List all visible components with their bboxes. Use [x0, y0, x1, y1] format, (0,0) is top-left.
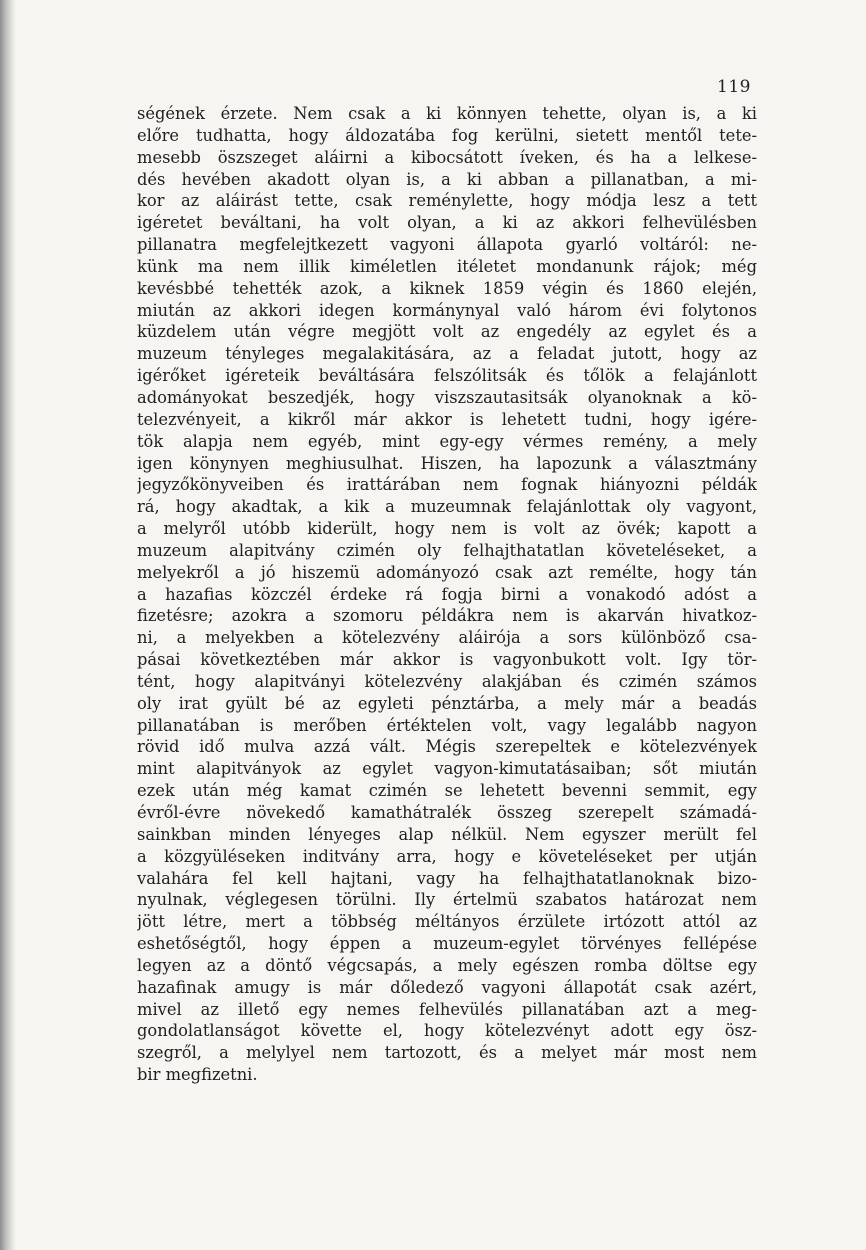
- text-line: melyekről a jó hiszemü adományozó csak azt remélte, hogy tán: [137, 562, 757, 582]
- text-line: szegről, a melylyel nem tartozott, és a melyet már most nem: [137, 1043, 757, 1063]
- text-line: igérőket igéreteik beváltására felszólitsák és tőlök a felajánlott: [137, 366, 757, 386]
- text-line: valahára fel kell hajtani, vagy ha felhajthatatlanoknak bizo-: [137, 868, 757, 888]
- text-line: hazafinak amugy is már dőledező vagyoni állapotát csak azért,: [137, 977, 757, 997]
- text-line: telezvényeit, a kikről már akkor is lehetett tudni, hogy igére-: [137, 409, 757, 429]
- text-line: pillanatra megfelejtkezett vagyoni állapota gyarló voltáról: ne-: [137, 235, 757, 255]
- text-line: eshetőségtől, hogy éppen a muzeum-egylet törvényes fellépése: [137, 934, 757, 954]
- text-line: évről-évre növekedő kamathátralék összeg szerepelt számadá-: [137, 803, 757, 822]
- page-number: 119: [717, 77, 751, 97]
- text-line: pillanatában is merőben értéktelen volt, vagy legalább nagyon: [137, 715, 757, 735]
- text-line: rövid idő mulva azzá vált. Mégis szerepeltek e kötelezvények: [137, 737, 757, 757]
- text-line: tök alapja nem egyéb, mint egy-egy vérmes remény, a mely: [137, 431, 757, 451]
- text-line: adományokat beszedjék, hogy viszszautasitsák olyanoknak a kö-: [137, 387, 757, 407]
- text-line: künk ma nem illik kiméletlen itéletet mondanunk rájok; még: [137, 256, 757, 276]
- text-line: muzeum alapitvány czimén oly felhajthatatlan követeléseket, a: [137, 540, 757, 560]
- text-line: jött létre, mert a többség méltányos érzülete irtózott attól az: [137, 912, 757, 932]
- body-text: [137, 103, 757, 1086]
- text-line: kevésbbé tehették azok, a kiknek 1859 végin és 1860 elején,: [137, 278, 757, 298]
- text-line: a melyről utóbb kiderült, hogy nem is volt az övék; kapott a: [137, 519, 757, 539]
- text-line: rá, hogy akadtak, a kik a muzeumnak felajánlottak oly vagyont,: [137, 497, 757, 517]
- text-line: a hazafias közczél érdeke rá fogja birni a vonakodó adóst a: [137, 584, 757, 604]
- text-line: kor az aláirást tette, csak reménylette, hogy módja lesz a tett: [137, 191, 757, 211]
- text-line: mint alapitványok az egylet vagyon-kimutatásaiban; sőt miután: [137, 759, 757, 779]
- text-line: miután az akkori idegen kormánynyal való három évi folytonos: [137, 300, 757, 320]
- text-line: ezek után még kamat czimén se lehetett bevenni semmit, egy: [137, 781, 757, 801]
- text-line: nyulnak, véglegesen törülni. Ily értelmü szabatos határozat nem: [137, 890, 757, 910]
- text-line: sainkban minden lényeges alap nélkül. Nem egyszer merült fel: [137, 824, 757, 844]
- text-line: küzdelem után végre megjött volt az engedély az egylet és a: [137, 322, 757, 342]
- text-line: fizetésre; azokra a szomoru példákra nem is akarván hivatkoz-: [137, 606, 757, 626]
- text-line: muzeum tényleges megalakitására, az a feladat jutott, hogy az: [137, 344, 757, 364]
- text-line: előre tudhatta, hogy áldozatába fog kerülni, sietett mentől tete-: [137, 125, 757, 145]
- text-line: mesebb öszszeget aláirni a kibocsátott íveken, és ha a lelkese-: [137, 147, 757, 167]
- text-line: pásai következtében már akkor is vagyonbukott volt. Igy tör-: [137, 650, 757, 670]
- text-line: jegyzőkönyveiben és irattárában nem fognak hiányozni példák: [137, 475, 757, 495]
- text-line: dés hevében akadott olyan is, a ki abban a pillanatban, a mi-: [137, 169, 757, 189]
- text-line: a közgyüléseken inditvány arra, hogy e követeléseket per utján: [137, 846, 757, 866]
- text-line: ni, a melyekben a kötelezvény aláirója a sors különböző csa-: [137, 628, 757, 648]
- text-line: igéretet beváltani, ha volt olyan, a ki az akkori felhevülésben: [137, 213, 757, 233]
- text-line: gondolatlanságot követte el, hogy kötelezvényt adott egy ösz-: [137, 1021, 757, 1041]
- text-line: mivel az illető egy nemes felhevülés pillanatában azt a meg-: [137, 999, 757, 1019]
- text-line: igen könynyen meghiusulhat. Hiszen, ha lapozunk a választmány: [137, 453, 757, 473]
- text-line: tént, hogy alapitványi kötelezvény alakjában és czimén számos: [137, 671, 757, 691]
- text-line: oly irat gyült bé az egyleti pénztárba, a mely már a beadás: [137, 693, 757, 713]
- page-gutter-shadow: [0, 0, 16, 1250]
- text-line: legyen az a döntő végcsapás, a mely egészen romba döltse egy: [137, 955, 757, 975]
- text-line: ségének érzete. Nem csak a ki könnyen tehette, olyan is, a ki: [137, 104, 757, 123]
- text-line: bir megfizetni.: [137, 1065, 258, 1085]
